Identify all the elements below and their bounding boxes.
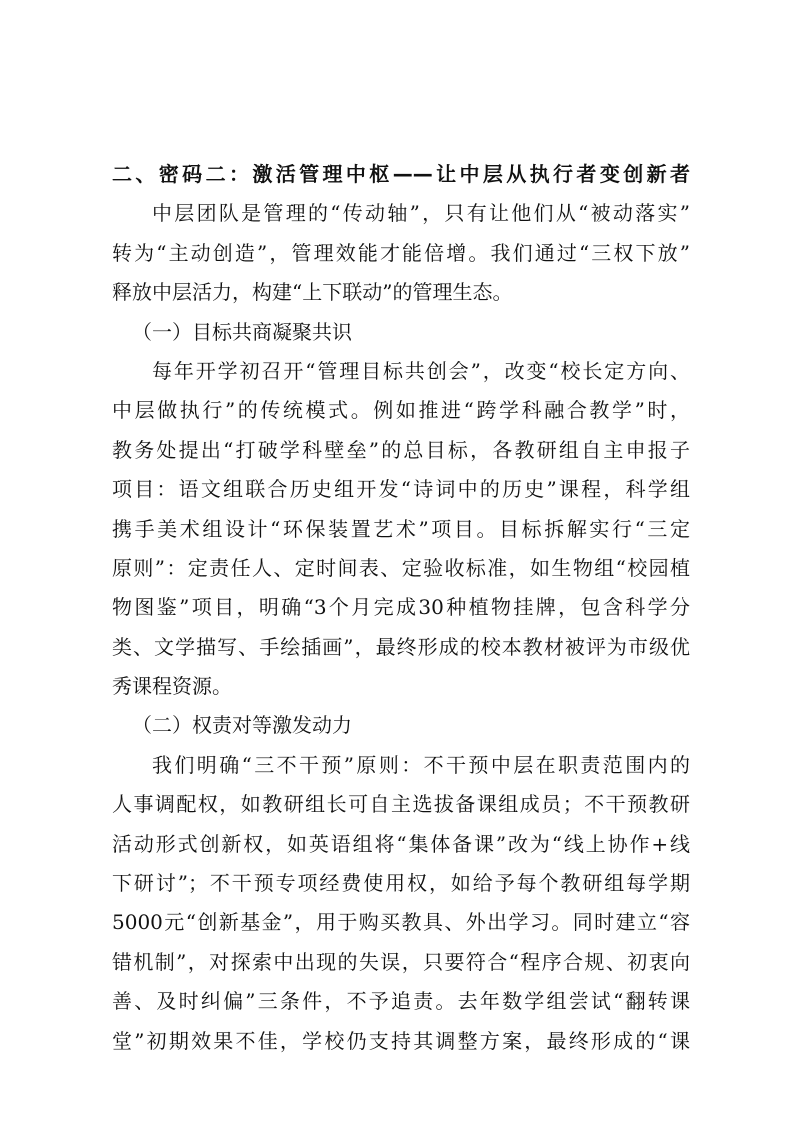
paragraph-line: 堂”初期效果不佳，学校仍支持其调整方案，最终形成的“课 <box>112 1028 690 1053</box>
paragraph-line: 每年开学初召开“管理目标共创会”，改变“校长定方向、 <box>152 358 690 383</box>
paragraph-line: 5000元“创新基金”，用于购买教具、外出学习。同时建立“容 <box>112 910 690 935</box>
paragraph-line: 原则”：定责任人、定时间表、定验收标准，如生物组“校园植 <box>112 555 690 580</box>
paragraph-line: 我们明确“三不干预”原则：不干预中层在职责范围内的 <box>152 752 690 777</box>
paragraph-line: 秀课程资源。 <box>112 674 232 699</box>
paragraph-line: 下研讨”；不干预专项经费使用权，如给予每个教研组每学期 <box>112 871 690 896</box>
paragraph-line: 教务处提出“打破学科壁垒”的总目标，各教研组自主申报子 <box>112 437 690 462</box>
paragraph-line: 活动形式创新权，如英语组将“集体备课”改为“线上协作+线 <box>112 831 690 856</box>
paragraph-line: 人事调配权，如教研组长可自主选拔备课组成员；不干预教研 <box>112 792 690 817</box>
paragraph-line: 类、文学描写、手绘插画”，最终形成的校本教材被评为市级优 <box>112 634 690 659</box>
paragraph-line: 项目：语文组联合历史组开发“诗词中的历史”课程，科学组 <box>112 477 690 502</box>
paragraph-line: 中层做执行”的传统模式。例如推进“跨学科融合教学”时， <box>112 398 690 423</box>
paragraph-line: 携手美术组设计“环保装置艺术”项目。目标拆解实行“三定 <box>112 516 690 541</box>
intro-line: 中层团队是管理的“传动轴”，只有让他们从“被动落实” <box>152 201 690 226</box>
section-title: 二、密码二：激活管理中枢——让中层从执行者变创新者 <box>112 162 690 186</box>
paragraph-line: 善、及时纠偏”三条件，不予追责。去年数学组尝试“翻转课 <box>112 989 690 1014</box>
intro-line: 释放中层活力，构建“上下联动”的管理生态。 <box>112 280 513 305</box>
intro-line: 转为“主动创造”，管理效能才能倍增。我们通过“三权下放” <box>112 240 690 265</box>
subsection-1-title: （一）目标共商凝聚共识 <box>132 319 352 344</box>
subsection-2-title: （二）权责对等激发动力 <box>132 713 352 738</box>
paragraph-line: 错机制”，对探索中出现的失误，只要符合“程序合规、初衷向 <box>112 949 690 974</box>
document-body <box>112 155 690 1061</box>
paragraph-line: 物图鉴”项目，明确“3个月完成30种植物挂牌，包含科学分 <box>112 595 690 620</box>
